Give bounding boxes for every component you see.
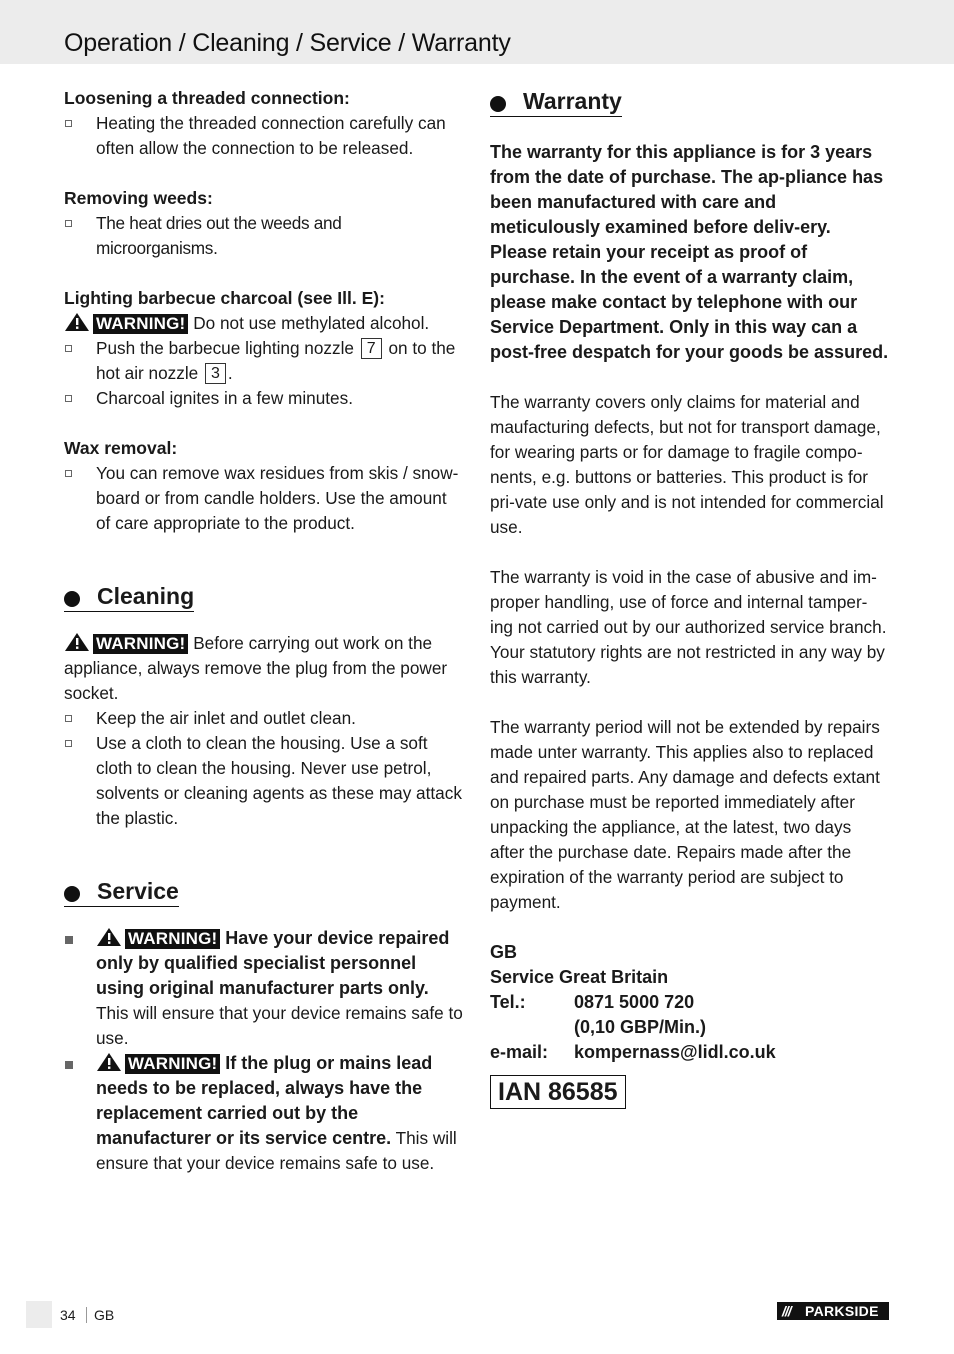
- warning-line: WARNING! Do not use methylated alcohol.: [64, 311, 464, 336]
- page-header: [0, 0, 954, 64]
- page-title: Operation / Cleaning / Service / Warranty: [64, 29, 511, 57]
- checkbox-bullet-icon: [65, 470, 72, 477]
- contact-rate: (0,10 GBP/Min.): [574, 1017, 707, 1037]
- warning-triangle-icon: [96, 1052, 122, 1072]
- warranty-paragraph: The warranty covers only claims for material and maufacturing defects, but not for transport damage, for wearing parts or for damage to fragile compo-nents, e.g. buttons or batteries. This product is for pri-vate use only and is not intended for commercial use.: [490, 392, 884, 537]
- list-item: Charcoal ignites in a few minutes.: [64, 386, 464, 411]
- contact-country: GB: [490, 942, 517, 962]
- contact-phone: Tel.: 0871 5000 720: [490, 992, 695, 1012]
- subheading-charcoal: Lighting barbecue charcoal (see Ill. E):: [64, 288, 385, 308]
- ian-number: IAN 86585: [490, 1075, 626, 1109]
- list-item: Keep the air inlet and outlet clean.: [64, 706, 464, 731]
- language-code: GB: [94, 1307, 115, 1323]
- contact-email: e-mail: kompernass@lidl.co.uk: [490, 1042, 776, 1062]
- checkbox-bullet-icon: [65, 740, 72, 747]
- logo-text: PARKSIDE: [805, 1303, 879, 1319]
- warning-triangle-icon: [96, 927, 122, 947]
- list-item: WARNING! If the plug or mains lead needs to be replaced, always have the replacement carried out by the manufacturer or its service centre. This will ensure that your device remains safe to use.: [64, 1051, 464, 1176]
- right-column: [490, 86, 890, 1109]
- warranty-paragraph: The warranty is void in the case of abusive and im-proper handling, use of force and internal tamper-ing not carried out by our authorized service branch. Your statutory rights are not restricted in any way by this warranty.: [490, 567, 887, 687]
- service-contact: [490, 940, 890, 1065]
- footer-tab: [26, 1301, 52, 1328]
- warning-badge: WARNING!: [125, 929, 220, 949]
- checkbox-bullet-icon: [65, 715, 72, 722]
- warning-triangle-icon: [64, 632, 90, 652]
- checkbox-bullet-icon: [65, 345, 72, 352]
- part-reference: 3: [205, 363, 226, 384]
- warning-triangle-icon: [64, 312, 90, 332]
- warning-badge: WARNING!: [93, 634, 188, 654]
- square-bullet-icon: [65, 1061, 73, 1069]
- logo-mark: ///: [782, 1303, 791, 1319]
- footer-divider: [86, 1307, 87, 1323]
- contact-service-name: Service Great Britain: [490, 967, 669, 987]
- warning-paragraph: WARNING! Before carrying out work on the appliance, always remove the plug from the power socket.: [64, 633, 448, 703]
- page-number: 34: [60, 1307, 76, 1323]
- heading-cleaning: Cleaning: [64, 581, 464, 615]
- checkbox-bullet-icon: [65, 120, 72, 127]
- warranty-intro: The warranty for this appliance is for 3 years from the date of purchase. The ap-pliance has been manufactured with care and meticulously examined before deliv-ery. Please retain your receipt as proof of purchase. In the event of a warranty claim, please make contact by telephone with our Service Department. Only in this way can a post-free despatch for your goods be assured.: [490, 142, 889, 362]
- subheading-threaded: Loosening a threaded connection:: [64, 88, 350, 108]
- subheading-wax: Wax removal:: [64, 438, 178, 458]
- warning-badge: WARNING!: [93, 314, 188, 334]
- warning-badge: WARNING!: [125, 1054, 220, 1074]
- part-reference: 7: [361, 338, 382, 359]
- list-item: You can remove wax residues from skis / snow-board or from candle holders. Use the amount of care appropriate to the product.: [64, 461, 464, 536]
- parkside-logo: [777, 1302, 889, 1320]
- list-item: WARNING! Have your device repaired only by qualified specialist personnel using original manufacturer parts only. This will ensure that your device remains safe to use.: [64, 926, 464, 1051]
- heading-warranty: Warranty: [490, 86, 890, 120]
- list-item: The heat dries out the weeds and microorganisms.: [64, 211, 464, 261]
- subheading-weeds: Removing weeds:: [64, 188, 213, 208]
- heading-service: Service: [64, 876, 464, 910]
- list-item: Use a cloth to clean the housing. Use a soft cloth to clean the housing. Never use petrol, solvents or cleaning agents as these may attack the plastic.: [64, 731, 464, 831]
- checkbox-bullet-icon: [65, 395, 72, 402]
- warranty-paragraph: The warranty period will not be extended by repairs made unter warranty. This applies also to replaced and repaired parts. Any damage and defects extant on purchase must be reported immediately after unpacking the appliance, at the latest, two days after the purchase date. Repairs made after the expiration of the warranty period are subject to payment.: [490, 717, 880, 912]
- left-column: [64, 86, 464, 1176]
- list-item: Push the barbecue lighting nozzle 7 on to the hot air nozzle 3 .: [64, 336, 464, 386]
- checkbox-bullet-icon: [65, 220, 72, 227]
- list-item: Heating the threaded connection carefully can often allow the connection to be released.: [64, 111, 464, 161]
- square-bullet-icon: [65, 936, 73, 944]
